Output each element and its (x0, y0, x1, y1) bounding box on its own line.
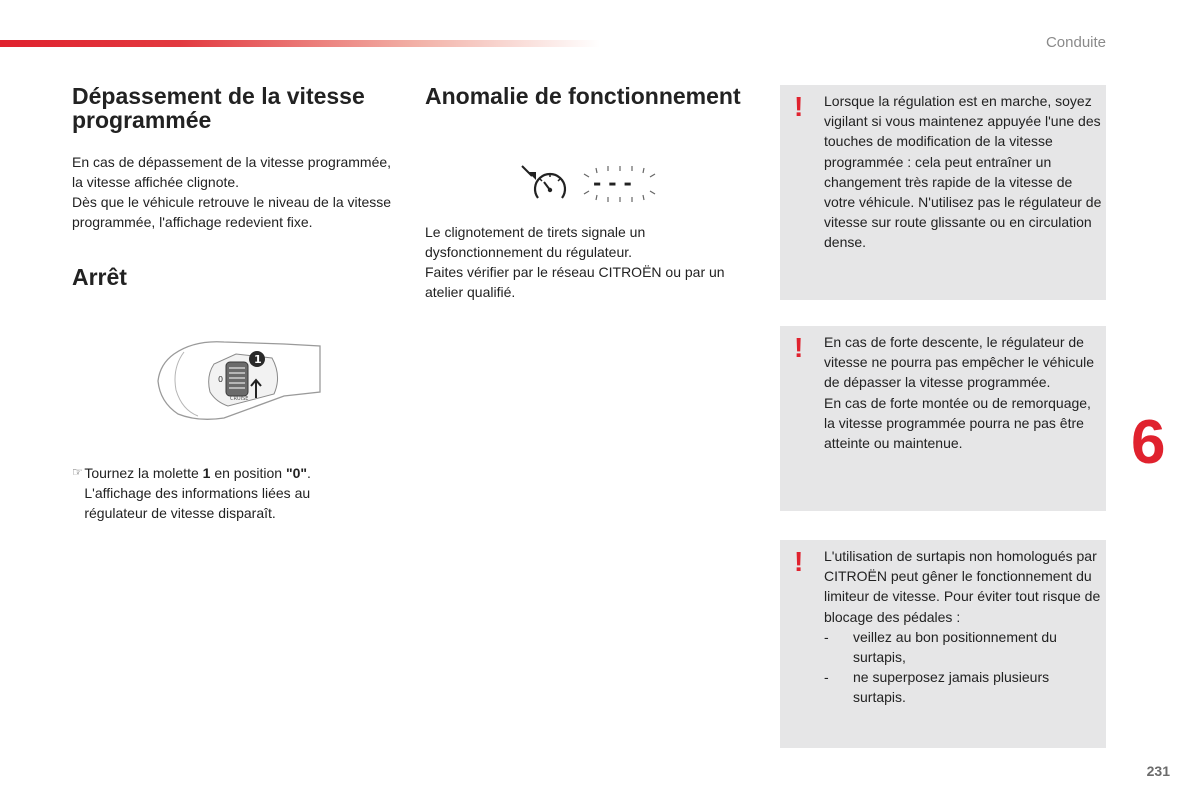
dashes-display: - - - (593, 171, 632, 195)
pointing-hand-icon: ☞ (72, 465, 83, 479)
instruction-position-value: "0" (285, 465, 308, 481)
warning-text-climb: En cas de forte montée ou de remorquage, la vitesse programmée pourra ne pas être atteinte ou maintenue. (824, 394, 1091, 452)
warning-box-3 (780, 540, 1106, 748)
overspeed-paragraph-1: En cas de dépassement de la vitesse programmée, la vitesse affichée clignote. (72, 154, 392, 190)
list-item (824, 667, 1102, 707)
warning-text-descent: En cas de forte descente, le régulateur de vitesse ne pourra pas empêcher le véhicule de dépasser la vitesse programmée. (824, 334, 1095, 391)
header-accent-bar (0, 40, 600, 47)
malfunction-paragraph-1: Le clignotement de tirets signale un dysfonctionnement du régulateur. (425, 224, 646, 260)
page-number: 231 (1146, 763, 1170, 779)
malfunction-paragraph-2: Faites vérifier par le réseau CITROËN ou par un atelier qualifié. (425, 264, 725, 300)
instruction-part: en position (210, 465, 286, 481)
warning-box-1 (780, 85, 1106, 300)
warning-text: L'utilisation de surtapis non homologués par CITROËN peut gêner le fonctionnement du limiteur de vitesse. Pour éviter tout risque de blocage des pédales : (824, 548, 1101, 625)
chapter-number: 6 (1131, 408, 1166, 477)
instruction-part: Tournez la molette (84, 465, 203, 481)
malfunction-section (425, 84, 755, 108)
warning-icon: ! (794, 91, 804, 122)
overspeed-title: Dépassement de la vitesse programmée (72, 83, 365, 133)
list-item-text: veillez au bon positionnement du surtapis, (853, 628, 1057, 666)
stop-instruction (72, 463, 372, 523)
warning-box-2 (780, 326, 1106, 511)
speedometer-dashes-illustration (518, 160, 658, 215)
overspeed-paragraph-2: Dès que le véhicule retrouve le niveau de la vitesse programmée, l'affichage redevient fixe. (72, 194, 392, 230)
malfunction-text (425, 222, 745, 302)
warning-icon: ! (794, 332, 804, 363)
cruise-control-stalk-illustration (154, 336, 324, 431)
section-name: Conduite (1045, 34, 1106, 51)
overspeed-section (72, 84, 402, 232)
dash-bullet: - (824, 669, 829, 686)
warning-text: Lorsque la régulation est en marche, soyez vigilant si vous maintenez appuyée l'une des touches de modification de la vitesse programmée : cela peut entraîner un changement très rapide de la vitesse de votre véhicule. N'utilisez pas le régulateur de vitesse sur route glissante ou en circulation dense. (824, 93, 1102, 251)
list-item (824, 627, 1102, 667)
list-item-text: ne superposez jamais plusieurs surtapis. (853, 669, 1050, 706)
warning-icon: ! (794, 546, 804, 577)
stalk-brand-label: CRUISE (230, 396, 249, 402)
instruction-wheel-number: 1 (202, 465, 211, 481)
stop-instruction-text (84, 463, 372, 523)
instruction-part: . L'affichage des informations liées au régulateur de vitesse disparaît. (84, 465, 311, 521)
thumbwheel-marker-1: 1 (254, 353, 262, 366)
position-zero-label: 0 (218, 375, 224, 384)
dash-bullet: - (824, 628, 829, 645)
malfunction-title: Anomalie de fonctionnement (425, 83, 741, 109)
stop-title: Arrêt (72, 264, 127, 290)
